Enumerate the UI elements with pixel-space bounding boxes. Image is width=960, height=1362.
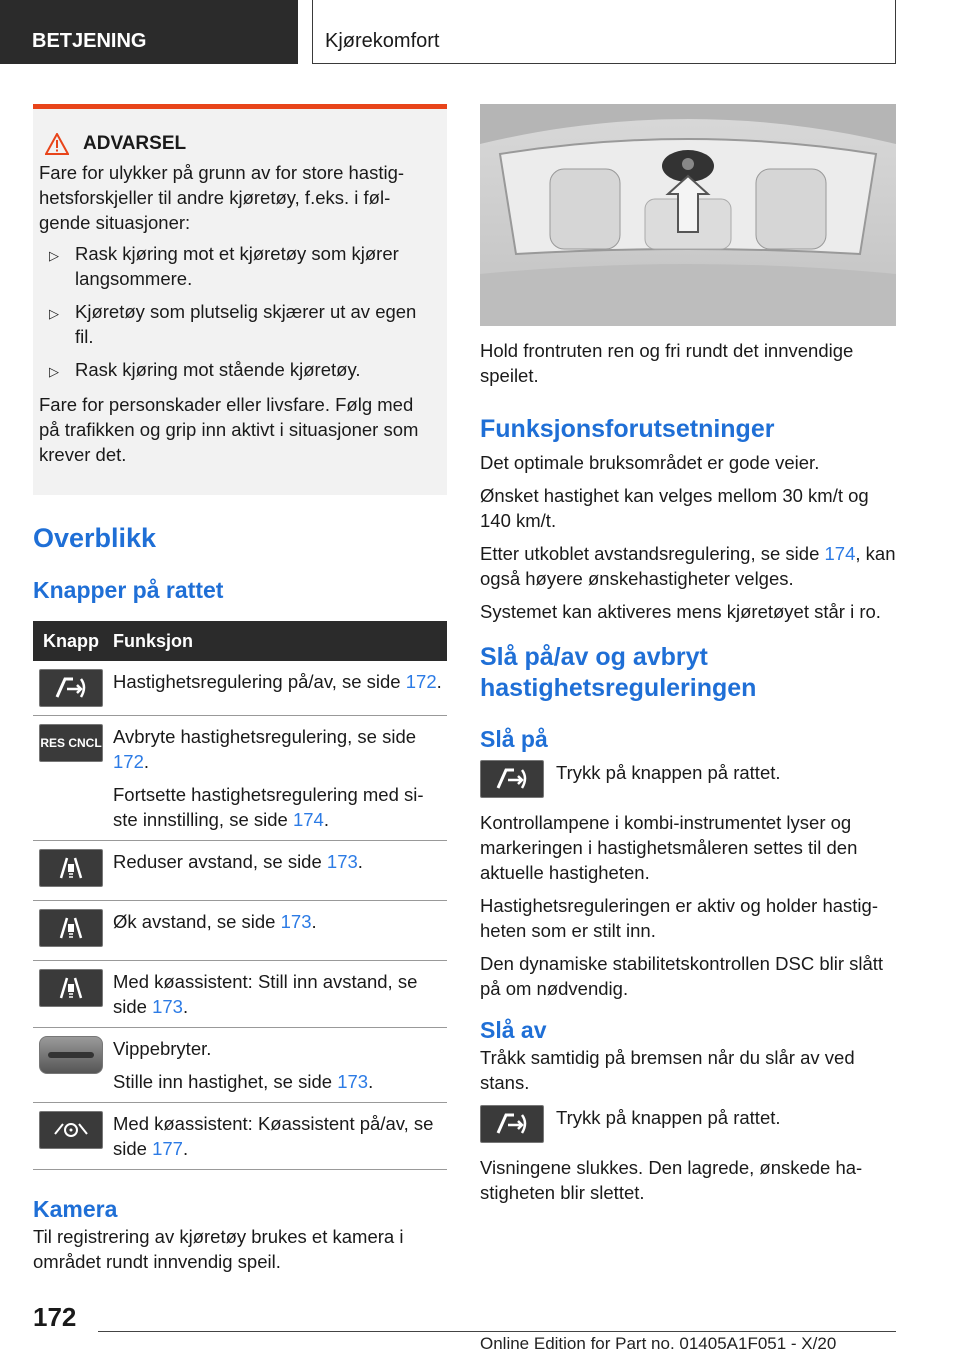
page-link[interactable]: 174 [824, 543, 856, 564]
cruise-control-icon [480, 1105, 544, 1143]
traffic-jam-assistant-icon [39, 1111, 103, 1149]
triangle-bullet-icon: ▷ [49, 364, 59, 379]
windshield-camera-image [480, 104, 896, 326]
requirements-text: Det optimale bruksområdet er gode veier. Ønsket hastighet kan velges mellom 30 km/t og 140 km/t. Etter utkoblet avstandsregulering, se side 174, kan også høyere ønskehastigheter velges. Systemet kan aktiveres mens kjøretøyet står i ro. [480, 452, 896, 622]
warning-intro: Fare for ulykker på grunn av for store hastig-hetsforskjeller til andre kjøretøy, f.eks. i føl-gende situasjoner: [39, 162, 405, 233]
camera-text: Til registrering av kjøretøy brukes et kamera i området rundt innvendig speil. [33, 1226, 404, 1272]
page-link[interactable]: 173 [326, 851, 358, 872]
cruise-control-icon [480, 760, 544, 798]
warning-bullet: ▷ Kjøretøy som plutselig skjærer ut av egen fil. [39, 299, 437, 349]
distance-icon [39, 909, 103, 947]
requirements-heading: Funksjonsforutsetninger [480, 415, 775, 443]
res-cncl-icon: RES CNCL [39, 724, 103, 762]
page-number: 172 [33, 1302, 77, 1332]
footer-divider [98, 1331, 896, 1332]
triangle-bullet-icon: ▷ [49, 306, 59, 321]
section-tab [0, 0, 298, 64]
on-text: Kontrollampene i kombi-instrumentet lyser og markeringen i hastighetsmåleren settes til den aktuelle hastigheten. Hastighetsreguleringen er aktiv og holder hastig-heten som er stilt inn. Den dynamiske stabilitetskontrollen DSC blir slått på om nødvendig. [480, 812, 884, 999]
table-row: Med køassistent: Køassistent på/av, se side 177. [33, 1103, 447, 1170]
table-row: Med køassistent: Still inn avstand, se side 173. [33, 961, 447, 1028]
switch-heading: Slå på/av og avbryt hastighetsreguleringen [480, 643, 757, 702]
triangle-bullet-icon: ▷ [49, 248, 59, 263]
table-row: Hastighetsregulering på/av, se side 172. [33, 661, 447, 716]
photo-caption: Hold frontruten ren og fri rundt det innvendige speilet. [480, 340, 854, 386]
right-column [480, 104, 896, 1205]
distance-icon [39, 969, 103, 1007]
chapter-tab [312, 0, 896, 64]
edition-text: Online Edition for Part no. 01405A1F051 - X/20 [480, 1334, 837, 1353]
table-row: Vippebryter. Stille inn hastighet, se side 173. [33, 1028, 447, 1103]
on-press-row: Trykk på knappen på rattet. [480, 760, 896, 798]
page-link[interactable]: 173 [152, 996, 183, 1017]
off-press-row: Trykk på knappen på rattet. [480, 1105, 896, 1143]
page-link[interactable]: 177 [152, 1138, 183, 1159]
buttons-heading: Knapper på rattet [33, 577, 224, 603]
rocker-switch-icon [39, 1036, 103, 1074]
overview-heading: Overblikk [33, 523, 157, 553]
off-heading: Slå av [480, 1017, 547, 1043]
col-header-function: Funksjon [113, 621, 447, 661]
warning-box [33, 104, 447, 495]
warning-outro: Fare for personskader eller livsfare. Følg med på trafikken og grip inn aktivt i situasjoner som krever det. [39, 394, 419, 465]
page-link[interactable]: 172 [113, 751, 144, 772]
page-link[interactable]: 172 [405, 671, 437, 692]
table-row: Reduser avstand, se side 173. [33, 841, 447, 901]
section-title: BETJENING [32, 30, 147, 52]
on-heading: Slå på [480, 726, 548, 752]
table-row: RES CNCL Avbryte hastighetsregulering, se side 172. Fortsette hastighetsregulering med si-ste innstilling, se side 174. [33, 716, 447, 841]
page-link[interactable]: 173 [280, 911, 312, 932]
button-table [33, 621, 447, 1170]
warning-triangle-icon [45, 133, 69, 155]
page-link[interactable]: 173 [337, 1071, 369, 1092]
chapter-title: Kjørekomfort [325, 30, 440, 52]
distance-icon [39, 849, 103, 887]
off-text: Tråkk samtidig på bremsen når du slår av ved stans. [480, 1047, 855, 1093]
page-link[interactable]: 174 [292, 809, 324, 830]
warning-title: ADVARSEL [39, 131, 437, 156]
left-column [33, 104, 447, 1274]
camera-heading: Kamera [33, 1196, 118, 1222]
cruise-control-icon [39, 669, 103, 707]
table-row: Øk avstand, se side 173. [33, 901, 447, 961]
off-result-text: Visningene slukkes. Den lagrede, ønskede ha-stigheten blir slettet. [480, 1157, 863, 1203]
warning-bullet: ▷ Rask kjøring mot et kjøretøy som kjører langsommere. [39, 241, 437, 291]
col-header-button: Knapp [33, 621, 113, 661]
warning-bullet: ▷ Rask kjøring mot stående kjøretøy. [39, 357, 437, 384]
